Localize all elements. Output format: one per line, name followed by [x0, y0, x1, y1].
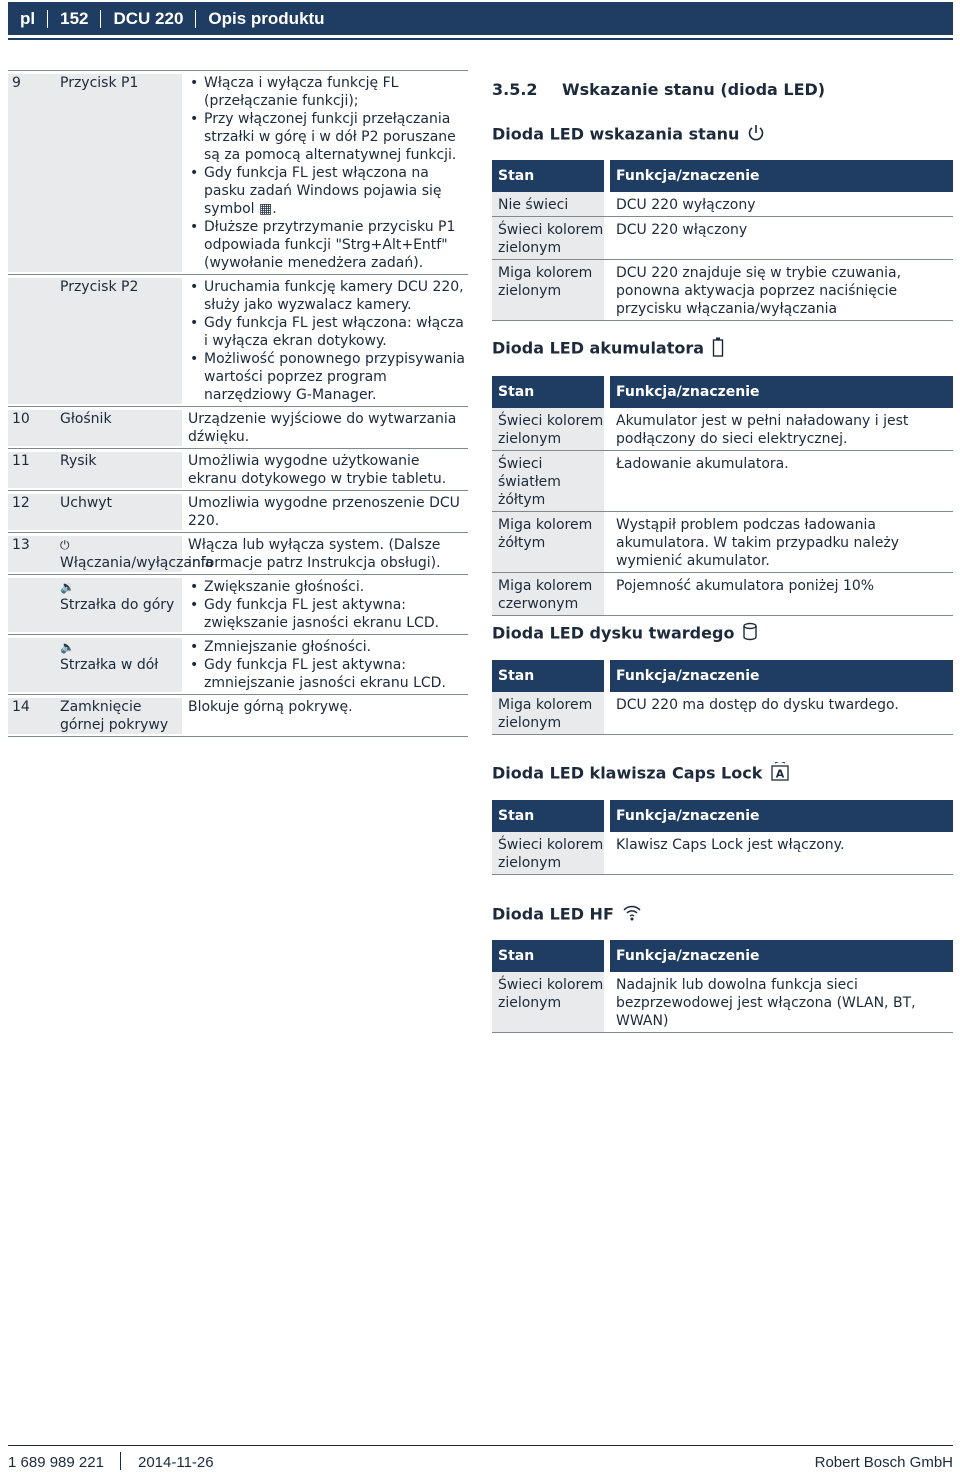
table-row	[8, 275, 468, 407]
power-icon: ⏻	[60, 538, 70, 552]
row-name: Zamknięcie górnej pokrywy	[60, 698, 182, 734]
table-row	[492, 260, 953, 321]
cell-funkcja: Wystąpił problem podczas ładowania akumulatora. W takim przypadku należy wymienić akumulator.	[616, 517, 900, 569]
cell-stan: Nie świeci	[492, 192, 610, 216]
table-header	[492, 940, 953, 972]
block-title	[492, 904, 953, 926]
row-name: Rysik	[60, 452, 182, 488]
section-heading	[492, 80, 953, 99]
block-title-text: Dioda LED dysku twardego	[492, 623, 735, 643]
row-number: 10	[8, 410, 60, 446]
row-description: Urządzenie wyjściowe do wytwarzania dźwięku.	[188, 411, 457, 445]
battery-icon	[712, 336, 724, 362]
list-item: • Gdy funkcja FL jest włączona: włącza i wyłącza ekran dotykowy.	[188, 314, 468, 350]
cell-funkcja: DCU 220 ma dostęp do dysku twardego.	[616, 697, 899, 713]
row-description: Umozliwia wygodne przenoszenie DCU 220.	[188, 495, 460, 529]
row-name	[60, 536, 214, 572]
led-capslock-block	[492, 762, 953, 875]
footer-doc-number: 1 689 989 221	[8, 1454, 104, 1471]
header-funkcja: Funkcja/znaczenie	[616, 668, 760, 684]
cell-funkcja: DCU 220 włączony	[616, 222, 748, 238]
header-language: pl	[20, 8, 36, 28]
row-description	[182, 578, 468, 632]
list-item: • Zmniejszanie głośności.	[188, 638, 468, 656]
table-row	[8, 533, 468, 575]
row-number	[8, 638, 60, 692]
row-number: 14	[8, 698, 60, 734]
list-item: • Przy włączonej funkcji przełączania strzałki w górę i w dół P2 poruszane są za pomocą alternatywnej funkcji.	[188, 110, 468, 164]
table-row	[492, 451, 953, 512]
list-item: • Gdy funkcja FL jest aktywna: zmniejszanie jasności ekranu LCD.	[188, 656, 468, 692]
list-item: • Możliwość ponownego przypisywania wartości poprzez program narzędziowy G-Manager.	[188, 350, 468, 404]
footer-divider	[120, 1452, 121, 1470]
block-title	[492, 622, 953, 646]
led-hdd-block	[492, 622, 953, 735]
cell-stan: Świeci kolorem zielonym	[492, 408, 610, 450]
row-description	[182, 278, 468, 404]
header-divider	[100, 10, 101, 28]
header-funkcja: Funkcja/znaczenie	[616, 808, 760, 824]
footer-rule	[8, 1445, 953, 1446]
row-name: Przycisk P2	[60, 278, 182, 404]
list-item: • Gdy funkcja FL jest aktywna: zwiększanie jasności ekranu LCD.	[188, 596, 468, 632]
block-title	[492, 336, 953, 362]
cell-stan: Świeci światłem żółtym	[492, 451, 610, 511]
caps-lock-icon	[770, 762, 790, 786]
block-title	[492, 762, 953, 786]
power-icon	[747, 124, 765, 146]
table-header	[492, 160, 953, 192]
block-title-text: Dioda LED klawisza Caps Lock	[492, 763, 763, 783]
page-header	[8, 2, 953, 35]
header-stan: Stan	[492, 160, 610, 192]
table-row	[492, 832, 953, 875]
svg-text:A: A	[776, 767, 785, 781]
table-header	[492, 376, 953, 408]
volume-down-icon: 🔈	[60, 640, 75, 654]
row-name: Uchwyt	[60, 494, 182, 530]
row-description	[182, 74, 468, 272]
row-name: Przycisk P1	[60, 74, 182, 272]
cell-funkcja: DCU 220 znajduje się w trybie czuwania, ponowna aktywacja poprzez naciśnięcie przycisku włączania/wyłączania	[616, 265, 902, 317]
section-number: 3.5.2	[492, 80, 538, 99]
list-item: • Dłuższe przytrzymanie przycisku P1 odpowiada funkcji "Strg+Alt+Entf" (wywołanie menedżera zadań).	[188, 218, 468, 272]
taskbar-symbol-icon: ▦	[259, 201, 273, 217]
block-title-text: Dioda LED HF	[492, 904, 614, 924]
cell-stan: Miga kolorem żółtym	[492, 512, 610, 572]
row-number: 13	[8, 536, 60, 572]
header-funkcja: Funkcja/znaczenie	[616, 948, 760, 964]
footer-date: 2014-11-26	[138, 1454, 214, 1471]
header-funkcja: Funkcja/znaczenie	[616, 384, 760, 400]
hard-disk-icon	[742, 622, 758, 646]
header-stan: Stan	[492, 940, 610, 972]
row-number	[8, 578, 60, 632]
list-item-text: Gdy funkcja FL jest włączona na pasku zadań Windows pojawia się symbol	[204, 165, 442, 217]
table-header	[492, 800, 953, 832]
row-name-text: Włączania/wyłączania	[60, 555, 214, 571]
footer-company: Robert Bosch GmbH	[814, 1454, 953, 1471]
table-row	[8, 491, 468, 533]
row-number	[8, 278, 60, 404]
cell-stan: Świeci kolorem zielonym	[492, 832, 610, 874]
section-heading-text	[492, 80, 953, 99]
table-row	[492, 972, 953, 1033]
volume-up-icon: 🔉	[60, 580, 75, 594]
row-number: 12	[8, 494, 60, 530]
list-item-text-end: .	[272, 201, 277, 217]
led-status-block	[492, 124, 953, 321]
list-item: • Zwiększanie głośności.	[188, 578, 468, 596]
block-title-text: Dioda LED akumulatora	[492, 338, 705, 358]
table-header	[492, 660, 953, 692]
row-description	[182, 638, 468, 692]
header-stan: Stan	[492, 376, 610, 408]
header-page-number: 152	[60, 8, 89, 28]
row-name: Głośnik	[60, 410, 182, 446]
table-row	[8, 449, 468, 491]
header-funkcja: Funkcja/znaczenie	[616, 168, 760, 184]
row-name	[60, 578, 182, 632]
table-row	[492, 512, 953, 573]
table-row	[8, 575, 468, 635]
cell-funkcja: Pojemność akumulatora poniżej 10%	[616, 578, 875, 594]
row-name	[60, 638, 182, 692]
cell-stan: Świeci kolorem zielonym	[492, 972, 610, 1032]
block-title	[492, 124, 953, 146]
header-rule	[8, 38, 953, 40]
cell-funkcja: Nadajnik lub dowolna funkcja sieci bezprzewodowej jest włączona (WLAN, BT, WWAN)	[616, 977, 916, 1029]
list-item	[188, 164, 468, 218]
cell-stan: Miga kolorem zielonym	[492, 260, 610, 320]
cell-funkcja: Klawisz Caps Lock jest włączony.	[616, 837, 845, 853]
cell-funkcja: DCU 220 wyłączony	[616, 197, 756, 213]
row-name-text: Strzałka do góry	[60, 597, 175, 613]
row-description: Blokuje górną pokrywę.	[188, 699, 353, 715]
cell-funkcja: Ładowanie akumulatora.	[616, 456, 789, 472]
cell-stan: Świeci kolorem zielonym	[492, 217, 610, 259]
header-divider	[195, 10, 196, 28]
header-product: DCU 220	[113, 8, 184, 28]
cell-stan: Miga kolorem czerwonym	[492, 573, 610, 615]
led-battery-block	[492, 336, 953, 616]
header-stan: Stan	[492, 660, 610, 692]
list-item: • Uruchamia funkcję kamery DCU 220, służy jako wyzwalacz kamery.	[188, 278, 468, 314]
table-row	[492, 408, 953, 451]
table-row	[492, 192, 953, 217]
list-item: • Włącza i wyłącza funkcję FL (przełączanie funkcji);	[188, 74, 468, 110]
led-hf-block	[492, 904, 953, 1033]
header-stan: Stan	[492, 800, 610, 832]
cell-stan: Miga kolorem zielonym	[492, 692, 610, 734]
table-row	[8, 695, 468, 737]
table-row	[8, 407, 468, 449]
table-row	[8, 70, 468, 275]
table-row	[492, 692, 953, 735]
table-row	[492, 573, 953, 616]
header-section: Opis produktu	[208, 8, 325, 28]
row-description: Umożliwia wygodne użytkowanie ekranu dotykowego w trybie tabletu.	[188, 453, 447, 487]
section-title: Wskazanie stanu (dioda LED)	[562, 80, 826, 99]
row-number: 11	[8, 452, 60, 488]
table-row	[8, 635, 468, 695]
block-title-text: Dioda LED wskazania stanu	[492, 124, 740, 144]
row-name-text: Strzałka w dół	[60, 657, 159, 673]
row-number: 9	[8, 74, 60, 272]
row-description: Włącza lub wyłącza system. (Dalsze informacje patrz Instrukcja obsługi).	[188, 537, 441, 571]
table-row	[492, 217, 953, 260]
component-table	[8, 70, 468, 737]
wireless-icon	[622, 904, 642, 926]
cell-funkcja: Akumulator jest w pełni naładowany i jest podłączony do sieci elektrycznej.	[616, 413, 909, 447]
header-divider	[47, 10, 48, 28]
